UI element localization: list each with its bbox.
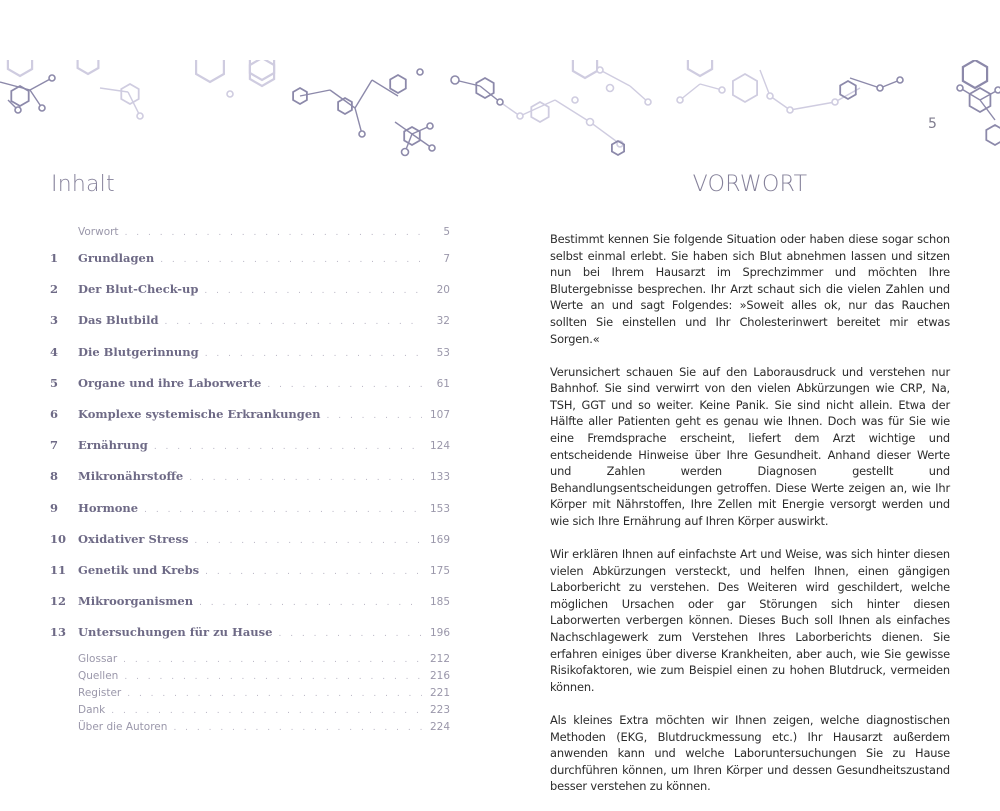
- toc-entry-label: Das Blutbild: [78, 313, 159, 328]
- toc-chapter-number: 9: [50, 500, 59, 515]
- toc-chapter-number: 10: [50, 531, 67, 546]
- toc-leader-dots: [111, 703, 422, 720]
- toc-page-number: 185: [429, 596, 450, 609]
- toc-entry[interactable]: [50, 493, 450, 524]
- toc-page-number: 53: [436, 346, 450, 359]
- toc-page-number: 223: [429, 704, 450, 717]
- toc-entry-label: Komplexe systemische Erkrankungen: [78, 406, 321, 421]
- toc-entry[interactable]: [50, 305, 450, 336]
- preface-title: VORWORT: [692, 172, 808, 197]
- toc-chapter-number: 3: [50, 313, 59, 328]
- toc-entry-label: Register: [78, 687, 122, 700]
- toc-leader-dots: [123, 652, 422, 669]
- toc-leader-dots: [173, 720, 422, 737]
- toc-entry[interactable]: [50, 368, 450, 399]
- toc-leader-dots: [194, 526, 422, 557]
- toc-page-number: 20: [436, 284, 450, 297]
- toc-page-number: 124: [429, 440, 450, 453]
- toc-page-number: 7: [443, 253, 450, 265]
- toc-page-number: 5: [443, 226, 450, 238]
- toc-chapter-number: 4: [50, 344, 59, 359]
- toc-leader-dots: [199, 588, 422, 619]
- toc-entry[interactable]: [50, 668, 450, 685]
- toc-page-number: 221: [429, 687, 450, 700]
- toc-page-number: 212: [429, 653, 450, 666]
- toc-entry-label: Mikroorganismen: [78, 594, 194, 609]
- toc-entry-label: Über die Autoren: [78, 721, 168, 734]
- toc-entry-label: Organe und ihre Laborwerte: [78, 375, 262, 390]
- toc-page-number: 107: [429, 408, 450, 421]
- toc-leader-dots: [164, 307, 422, 338]
- toc-leader-dots: [127, 686, 422, 703]
- preface-text: [550, 231, 950, 811]
- toc-leader-dots: [125, 225, 422, 242]
- toc-leader-dots: [204, 276, 422, 307]
- toc-leader-dots: [124, 669, 422, 686]
- toc-chapter-number: 8: [50, 469, 59, 484]
- page-number: 5: [928, 116, 937, 132]
- toc-entry[interactable]: [50, 719, 450, 736]
- preface-paragraph: Bestimmt kennen Sie folgende Situation oder haben diese sogar schon selbst einmal erlebt. Sie haben sich Blut abnehmen lassen und sitzen nun bei Ihrem Hausarzt im Sprechzimmer und möchten Ihre Blutergebnisse besprechen. Ihr Arzt schaut sich die vielen Zahlen und Werte an und sagt Folgendes: »Soweit alles ok, nur das Rauchen sollten Sie einstellen und Ihr Cholesterinwert bereitet mir etwas Sorgen.«: [550, 232, 950, 346]
- toc-leader-dots: [205, 339, 422, 370]
- toc-page-number: 133: [429, 471, 450, 484]
- molecule-decoration: [0, 60, 1000, 165]
- toc-leader-dots: [267, 370, 422, 401]
- toc-leader-dots: [278, 619, 422, 650]
- toc-entry[interactable]: [50, 617, 450, 648]
- toc-chapter-number: 5: [50, 375, 59, 390]
- toc-entry[interactable]: [50, 651, 450, 668]
- toc-entry-label: Glossar: [78, 653, 118, 666]
- toc-entry-label: Untersuchungen für zu Hause: [78, 625, 273, 640]
- table-of-contents: [50, 224, 450, 736]
- toc-entry-label: Die Blutgerinnung: [78, 344, 199, 359]
- toc-chapter-number: 2: [50, 282, 59, 297]
- toc-entry-label: Genetik und Krebs: [78, 562, 200, 577]
- toc-entry[interactable]: [50, 702, 450, 719]
- toc-leader-dots: [205, 557, 422, 588]
- toc-page-number: 175: [429, 564, 450, 577]
- toc-entry-label: Oxidativer Stress: [78, 531, 189, 546]
- toc-chapter-number: 12: [50, 594, 67, 609]
- toc-entry[interactable]: [50, 461, 450, 492]
- toc-page-number: 32: [436, 315, 450, 328]
- toc-entry-label: Quellen: [78, 670, 119, 683]
- toc-page-number: 196: [429, 627, 450, 640]
- toc-entry-label: Ernährung: [78, 438, 148, 453]
- toc-page-number: 224: [429, 721, 450, 734]
- toc-leader-dots: [327, 401, 422, 432]
- toc-entry[interactable]: [50, 243, 450, 274]
- toc-entry[interactable]: [50, 224, 450, 241]
- toc-entry-label: Grundlagen: [78, 251, 155, 265]
- toc-chapter-number: 7: [50, 438, 59, 453]
- toc-leader-dots: [144, 495, 422, 526]
- toc-page-number: 216: [429, 670, 450, 683]
- toc-leader-dots: [154, 432, 422, 463]
- toc-entry-label: Der Blut-Check-up: [78, 282, 199, 297]
- toc-entry-label: Dank: [78, 704, 106, 717]
- toc-entry-label: Mikronährstoffe: [78, 469, 184, 484]
- toc-title: Inhalt: [51, 172, 115, 197]
- toc-entry[interactable]: [50, 337, 450, 368]
- toc-entry[interactable]: [50, 430, 450, 461]
- toc-chapter-number: 11: [50, 562, 67, 577]
- toc-entry-label: Hormone: [78, 500, 139, 515]
- preface-paragraph: Wir erklären Ihnen auf einfachste Art und Weise, was sich hinter diesen vielen Abkürzungen versteckt, und helfen Ihnen, einen gängigen Laborbericht zu verstehen. Des Weiteren wird geschildert, welche möglichen Ursachen oder gar Störungen sich hinter diesen Laborwerten verbergen können. Dieses Buch soll Ihnen als einfaches Nachschlagewerk zum Verstehen Ihres Laborberichts dienen. Sie erfahren einiges über diverse Krankheiten, aber auch, wie Sie gewisse Risikofaktoren, wie zum Beispiel einen zu hohen Blutdruck, vermeiden können.: [550, 547, 950, 694]
- toc-leader-dots: [160, 245, 422, 276]
- toc-entry[interactable]: [50, 586, 450, 617]
- preface-paragraph: Verunsichert schauen Sie auf den Laborausdruck und verstehen nur Bahnhof. Sie sind verwirrt von den vielen Abkürzungen wie CRP, Na, TSH, GGT und so weiter. Keine Panik. Sie sind nicht allein. Etwa der Hälfte aller Patienten geht es genau wie Ihnen. Doch was für Sie wie eine Fremdsprache erscheint, liefert dem Arzt wichtige und entscheidende Hinweise über Ihre Gesundheit. Anhand dieser Werte und Zahlen werden Diagnosen gestellt und Behandlungsentscheidungen getroffen. Diese Werte zeigen an, wie Ihr Körper mit Nährstoffen, Ihre Zellen mit Energie versorgt werden und wie sich Ihre Ernährung auf Ihren Körper auswirkt.: [550, 364, 950, 528]
- toc-entry[interactable]: [50, 274, 450, 305]
- toc-page-number: 153: [429, 502, 450, 515]
- preface-paragraph: Als kleines Extra möchten wir Ihnen zeigen, welche diagnostischen Methoden (EKG, Blutdruckmessung etc.) Ihr Hausarzt außerdem anwenden kann und welche Laboruntersuchungen Sie zu Hause durchführen können, um Ihren Körper und dessen Gesundheitszustand besser verstehen zu können.: [550, 712, 950, 794]
- toc-page-number: 169: [429, 533, 450, 546]
- toc-entry[interactable]: [50, 685, 450, 702]
- toc-page-number: 61: [436, 377, 450, 390]
- toc-chapter-number: 6: [50, 406, 59, 421]
- toc-chapter-number: 13: [50, 625, 67, 640]
- toc-entry[interactable]: [50, 524, 450, 555]
- toc-entry[interactable]: [50, 399, 450, 430]
- toc-chapter-number: 1: [50, 251, 59, 265]
- toc-entry[interactable]: [50, 555, 450, 586]
- toc-entry-label: Vorwort: [78, 226, 119, 238]
- toc-leader-dots: [189, 463, 422, 494]
